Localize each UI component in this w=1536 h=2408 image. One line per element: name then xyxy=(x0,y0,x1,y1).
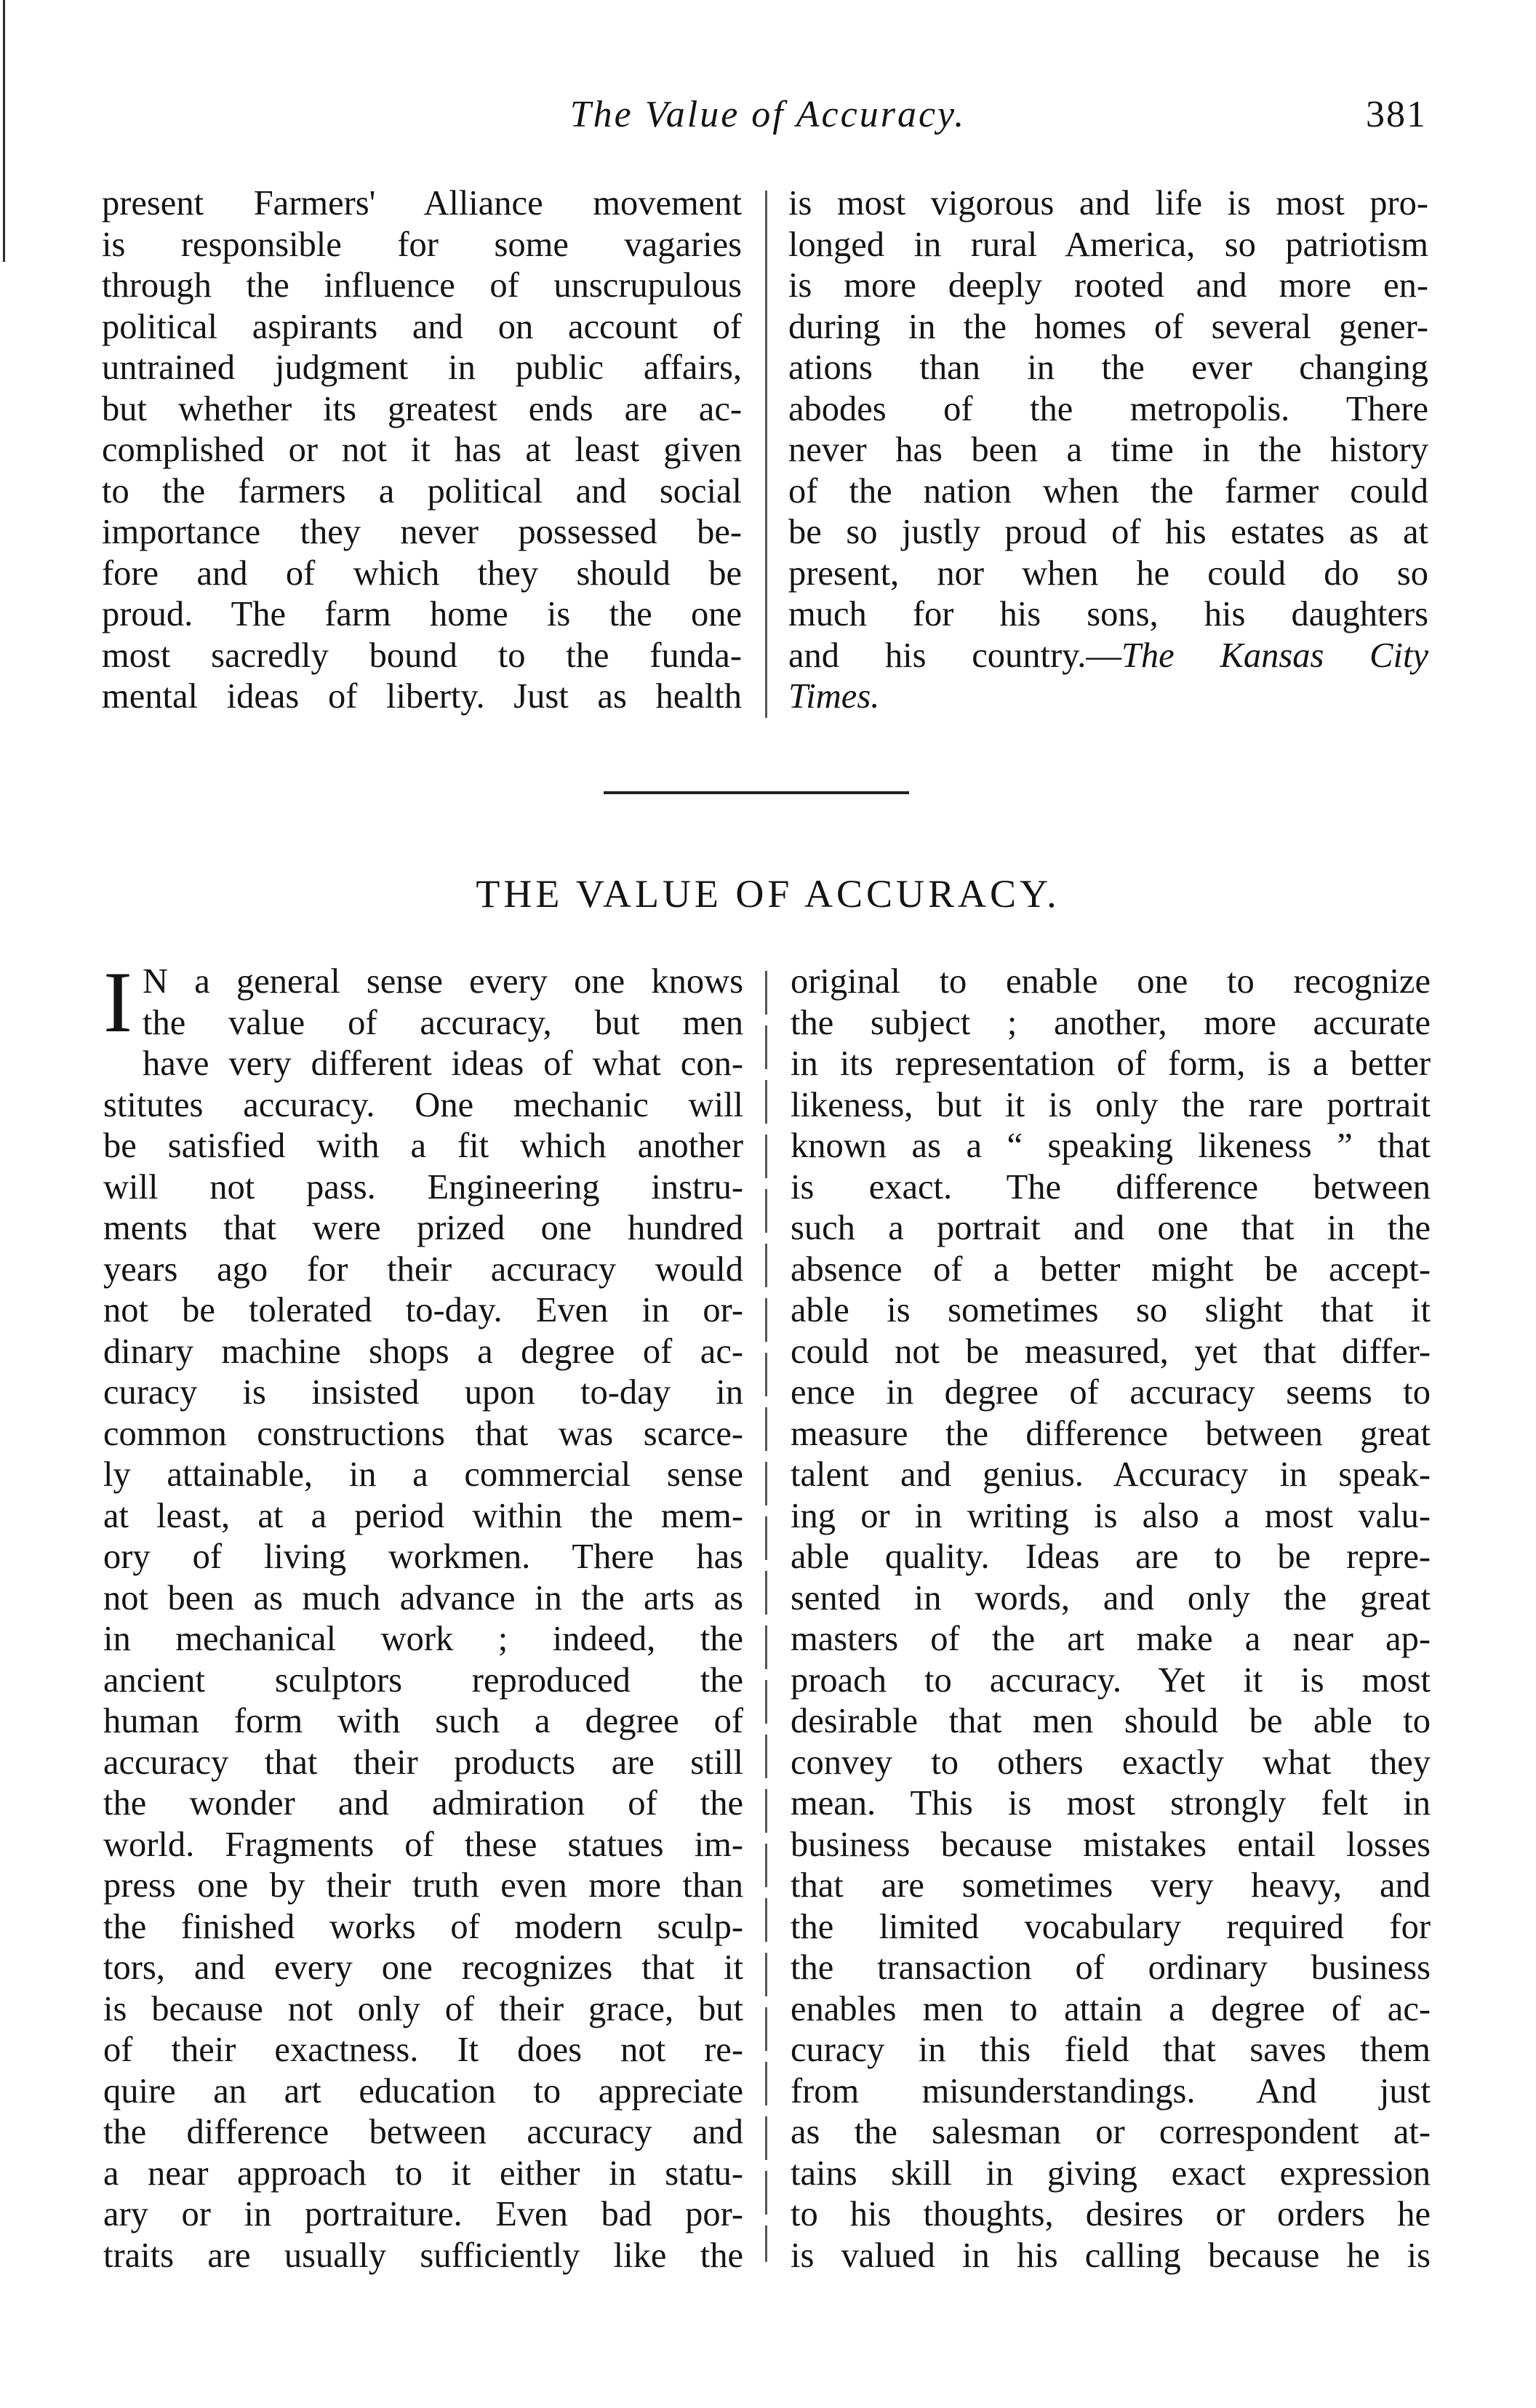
closing-line xyxy=(788,636,1428,677)
text-line: the subject ; another, more accurate xyxy=(791,1003,1431,1042)
text-line: but whether its greatest ends are ac- xyxy=(102,389,742,428)
text-line: present Farmers' Alliance movement xyxy=(102,184,742,223)
section-separator xyxy=(604,791,909,794)
text-line: measure the difference between great xyxy=(791,1414,1431,1453)
text-line: original to enable one to recognize xyxy=(791,962,1431,1001)
text-line: able is sometimes so slight that it xyxy=(791,1291,1431,1329)
column-divider xyxy=(765,191,767,718)
text-line: much for his sons, his daughters xyxy=(788,595,1428,633)
text-line: desirable that men should be able to xyxy=(791,1702,1431,1740)
source-citation-end: Times. xyxy=(788,677,880,716)
text-line: the wonder and admiration of the xyxy=(103,1784,743,1823)
text-line: convey to others exactly what they xyxy=(791,1743,1431,1782)
text-line: political aspirants and on account of xyxy=(102,307,742,346)
previous-article-left-column xyxy=(102,183,742,718)
text-line: could not be measured, yet that differ- xyxy=(791,1332,1431,1371)
text-line: stitutes accuracy. One mechanic will xyxy=(103,1085,743,1124)
text-line: tors, and every one recognizes that it xyxy=(103,1948,743,1987)
text-line: dinary machine shops a degree of ac- xyxy=(103,1332,743,1371)
text-line: is more deeply rooted and more en- xyxy=(788,266,1428,305)
text-line: in mechanical work ; indeed, the xyxy=(103,1620,743,1658)
text-line: able quality. Ideas are to be repre- xyxy=(791,1537,1431,1576)
text-line: years ago for their accuracy would xyxy=(103,1249,743,1289)
article-left-column xyxy=(103,953,743,2276)
page-number: 381 xyxy=(1366,94,1427,135)
text-line: from misunderstandings. And just xyxy=(791,2071,1431,2111)
text-line: importance they never possessed be- xyxy=(102,513,742,551)
text-line: longed in rural America, so patriotism xyxy=(788,225,1428,264)
column-divider xyxy=(765,971,767,2262)
text-line: not be tolerated to-day. Even in or- xyxy=(103,1291,743,1329)
text-line: mean. This is most strongly felt in xyxy=(791,1784,1431,1823)
text-line: of their exactness. It does not re- xyxy=(103,2031,743,2069)
text-line: ations than in the ever changing xyxy=(788,348,1428,387)
text-line: of the nation when the farmer could xyxy=(788,471,1428,511)
text-line: through the influence of unscrupulous xyxy=(102,266,742,305)
text-line: ary or in portraiture. Even bad por- xyxy=(103,2195,743,2233)
text-line: absence of a better might be accept- xyxy=(791,1249,1431,1289)
text-line: will not pass. Engineering instru- xyxy=(103,1167,743,1207)
text-line: likeness, but it is only the rare portrait xyxy=(791,1085,1431,1124)
text-line: the limited vocabulary required for xyxy=(791,1907,1431,1946)
text-line: world. Fragments of these statues im- xyxy=(103,1825,743,1864)
text-line: abodes of the metropolis. There xyxy=(788,389,1428,428)
text-line: traits are usually sufficiently like the xyxy=(103,2236,743,2275)
text-line: to his thoughts, desires or orders he xyxy=(791,2195,1431,2233)
text-line: ments that were prized one hundred xyxy=(103,1209,743,1247)
text-line: sented in words, and only the great xyxy=(791,1578,1431,1617)
text-line: is responsible for some vagaries xyxy=(102,225,742,264)
text-line: ory of living workmen. There has xyxy=(103,1537,743,1576)
text-line: present, nor when he could do so xyxy=(788,553,1428,593)
text-line: as the salesman or correspondent at- xyxy=(791,2113,1431,2151)
text-line: in its representation of form, is a better xyxy=(791,1044,1431,1083)
text-line: is valued in his calling because he is xyxy=(791,2236,1431,2275)
text-line: human form with such a degree of xyxy=(103,1702,743,1740)
text-line: most sacredly bound to the funda- xyxy=(102,636,742,675)
text-line: proud. The farm home is the one xyxy=(102,595,742,633)
text-line: masters of the art make a near ap- xyxy=(791,1620,1431,1658)
article-title: THE VALUE OF ACCURACY. xyxy=(476,872,1060,916)
text-line: enables men to attain a degree of ac- xyxy=(791,1989,1431,2028)
text-line: be satisfied with a fit which another xyxy=(103,1127,743,1165)
drop-cap: I xyxy=(103,953,132,1050)
text-line: ancient sculptors reproduced the xyxy=(103,1660,743,1700)
text-line: a near approach to it either in statu- xyxy=(103,2153,743,2193)
text-line: business because mistakes entail losses xyxy=(791,1825,1431,1864)
text-line: to the farmers a political and social xyxy=(102,471,742,511)
text-line: mental ideas of liberty. Just as health xyxy=(102,677,742,716)
source-citation: The Kansas City xyxy=(1121,636,1428,675)
text-line: during in the homes of several gener- xyxy=(788,307,1428,346)
text-line: proach to accuracy. Yet it is most xyxy=(791,1660,1431,1700)
closing-text: and his country.— xyxy=(788,636,1121,675)
text-line: curacy in this field that saves them xyxy=(791,2031,1431,2069)
text-line: the value of accuracy, but men xyxy=(142,1003,743,1042)
running-title: The Value of Accuracy. xyxy=(569,94,967,135)
text-line: is exact. The difference between xyxy=(791,1167,1431,1207)
article-right-column xyxy=(791,961,1431,2276)
text-line: common constructions that was scarce- xyxy=(103,1414,743,1453)
text-line: that are sometimes very heavy, and xyxy=(791,1866,1431,1905)
text-line: is because not only of their grace, but xyxy=(103,1989,743,2028)
text-line: known as a “ speaking likeness ” that xyxy=(791,1127,1431,1165)
text-line: fore and of which they should be xyxy=(102,553,742,593)
text-line: the difference between accuracy and xyxy=(103,2113,743,2151)
text-line: talent and genius. Accuracy in speak- xyxy=(791,1455,1431,1494)
text-line: untrained judgment in public affairs, xyxy=(102,348,742,387)
text-line: tains skill in giving exact expression xyxy=(791,2153,1431,2193)
text-line: at least, at a period within the mem- xyxy=(103,1496,743,1535)
text-line: press one by their truth even more than xyxy=(103,1866,743,1905)
text-line: never has been a time in the history xyxy=(788,431,1428,469)
text-line: curacy is insisted upon to-day in xyxy=(103,1373,743,1412)
text-line: ly attainable, in a commercial sense xyxy=(103,1455,743,1494)
text-line: complished or not it has at least given xyxy=(102,431,742,469)
text-line: N a general sense every one knows xyxy=(142,962,743,1001)
text-line: the finished works of modern sculp- xyxy=(103,1907,743,1946)
text-line: be so justly proud of his estates as at xyxy=(788,513,1428,551)
text-line: ing or in writing is also a most valu- xyxy=(791,1496,1431,1535)
text-line: have very different ideas of what con- xyxy=(142,1044,743,1083)
text-line: is most vigorous and life is most pro- xyxy=(788,184,1428,223)
text-line: the transaction of ordinary business xyxy=(791,1948,1431,1987)
text-line: such a portrait and one that in the xyxy=(791,1209,1431,1247)
text-line: not been as much advance in the arts as xyxy=(103,1578,743,1617)
text-line: ence in degree of accuracy seems to xyxy=(791,1373,1431,1412)
text-line: quire an art education to appreciate xyxy=(103,2071,743,2111)
text-line: accuracy that their products are still xyxy=(103,1743,743,1782)
previous-article-right-column xyxy=(788,183,1428,718)
